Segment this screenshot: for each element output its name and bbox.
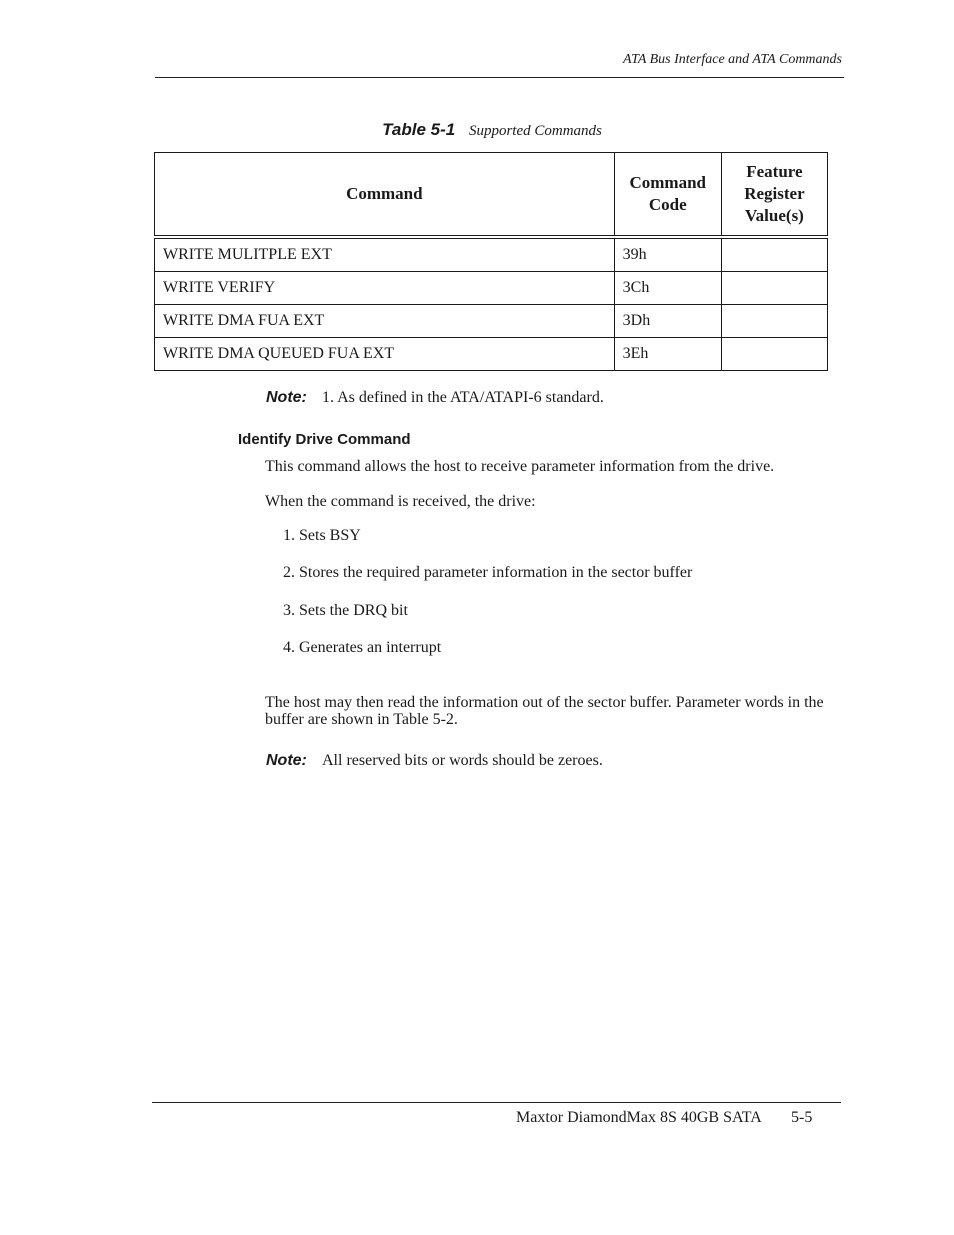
section-heading: Identify Drive Command xyxy=(238,431,411,448)
table-row xyxy=(155,237,828,272)
col-header-command: Command xyxy=(155,153,615,238)
running-header: ATA Bus Interface and ATA Commands xyxy=(623,52,842,67)
note-label: Note: xyxy=(266,389,307,406)
cell-command: WRITE DMA FUA EXT xyxy=(155,305,615,338)
cell-command: WRITE MULITPLE EXT xyxy=(155,237,615,272)
paragraph: The host may then read the information out of the sector buffer. Parameter words in the buffer are shown in Table 5-2. xyxy=(265,694,824,728)
cell-command: WRITE VERIFY xyxy=(155,272,615,305)
paragraph: This command allows the host to receive parameter information from the drive. xyxy=(265,458,775,475)
paragraph: When the command is received, the drive: xyxy=(265,493,536,510)
list-item: 1. Sets BSY xyxy=(283,527,361,544)
cell-code: 3Ch xyxy=(614,272,721,305)
table-number: Table 5-1 xyxy=(382,120,456,139)
table-title: Supported Commands xyxy=(468,123,602,139)
cell-feature xyxy=(721,305,827,338)
cell-feature xyxy=(721,272,827,305)
table-header-row xyxy=(155,153,828,238)
list-item: 2. Stores the required parameter information in the sector buffer xyxy=(283,564,693,581)
page-number: 5-5 xyxy=(791,1109,813,1126)
cell-feature xyxy=(721,338,827,371)
col-header-feature-register: Feature Register Value(s) xyxy=(721,153,827,238)
note-label: Note: xyxy=(266,752,307,769)
footer-rule xyxy=(152,1102,841,1103)
col-header-command-code: Command Code xyxy=(614,153,721,238)
list-item: 3. Sets the DRQ bit xyxy=(283,602,408,619)
footer-product: Maxtor DiamondMax 8S 40GB SATA xyxy=(516,1109,762,1126)
table-note xyxy=(266,389,604,407)
note-text: 1. As defined in the ATA/ATAPI-6 standard. xyxy=(322,389,604,406)
supported-commands-table xyxy=(154,152,828,371)
header-rule xyxy=(155,77,844,78)
cell-code: 3Eh xyxy=(614,338,721,371)
cell-command: WRITE DMA QUEUED FUA EXT xyxy=(155,338,615,371)
cell-feature xyxy=(721,237,827,272)
table-row xyxy=(155,338,828,371)
table-row xyxy=(155,305,828,338)
cell-code: 39h xyxy=(614,237,721,272)
table-row xyxy=(155,272,828,305)
reserved-note xyxy=(266,752,603,770)
list-item: 4. Generates an interrupt xyxy=(283,639,442,656)
note-text: All reserved bits or words should be zeroes. xyxy=(322,752,603,769)
cell-code: 3Dh xyxy=(614,305,721,338)
table-caption xyxy=(0,120,954,140)
